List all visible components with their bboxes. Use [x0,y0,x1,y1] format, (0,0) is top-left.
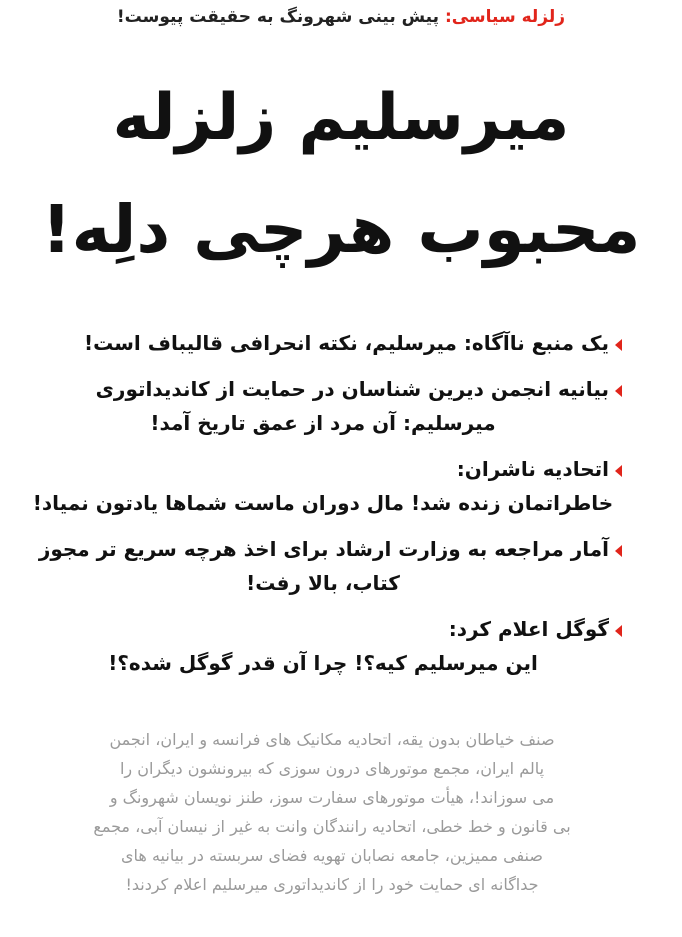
bullet-item [24,452,622,520]
red-arrow-icon [615,465,622,477]
bullet-item [24,612,622,680]
bullet-text-continuation: میرسلیم: آن مرد از عمق تاریخ آمد! [150,411,496,435]
kicker-label: زلزله سیاسی: [444,7,566,27]
bullet-text-continuation: خاطراتمان زنده شد! مال دوران ماست شماها یادتون نمیاد! [32,491,614,515]
bullet-text: یک منبع ناآگاه: میرسلیم، نکته انحرافی قالیباف است! [83,331,609,355]
kicker [22,4,660,30]
bullet-item [24,326,622,360]
red-arrow-icon [615,339,622,351]
bullet-list [24,326,622,692]
body-line: جداگانه ای حمایت خود را از کاندیداتوری میرسلیم اعلام کردند! [125,875,539,894]
body-paragraph [40,725,624,899]
body-line: بی قانون و خط خطی، اتحادیه رانندگان وانت به غیر از نیسان آبی، مجمع [93,817,571,836]
headline-line-2: محبوب هرچی دلِه! [41,191,641,268]
body-line: صنفی ممیزین، جامعه نصابان تهویه فضای سربسته در بیانیه های [121,846,543,865]
body-line: می سوزاند!، هیأت موتورهای سفارت سوز، طنز نویسان شهرونگ و [109,788,555,807]
red-arrow-icon [615,385,622,397]
bullet-text: آمار مراجعه به وزارت ارشاد برای اخذ هرچه سریع تر مجوز [38,537,609,561]
red-arrow-icon [615,545,622,557]
bullet-item [24,372,622,440]
bullet-text: بیانیه انجمن دیرین شناسان در حمایت از کاندیداتوری [95,377,609,401]
red-arrow-icon [615,625,622,637]
body-line: صنف خیاطان بدون یقه، اتحادیه مکانیک های فرانسه و ایران، انجمن [109,730,555,749]
kicker-text: پیش بینی شهرونگ به حقیقت پیوست! [116,7,440,27]
bullet-item [24,532,622,600]
bullet-text: گوگل اعلام کرد: [448,617,609,641]
bullet-text: اتحادیه ناشران: [456,457,609,481]
body-line: پالم ایران، مجمع موتورهای درون سوزی که بیرونشون دیگران را [119,759,545,778]
headline-line-1: میرسلیم زلزله [112,81,570,155]
bullet-text-continuation: این میرسلیم کیه؟! چرا آن قدر گوگل شده؟! [108,651,538,675]
bullet-text-continuation: کتاب، بالا رفت! [246,571,400,595]
